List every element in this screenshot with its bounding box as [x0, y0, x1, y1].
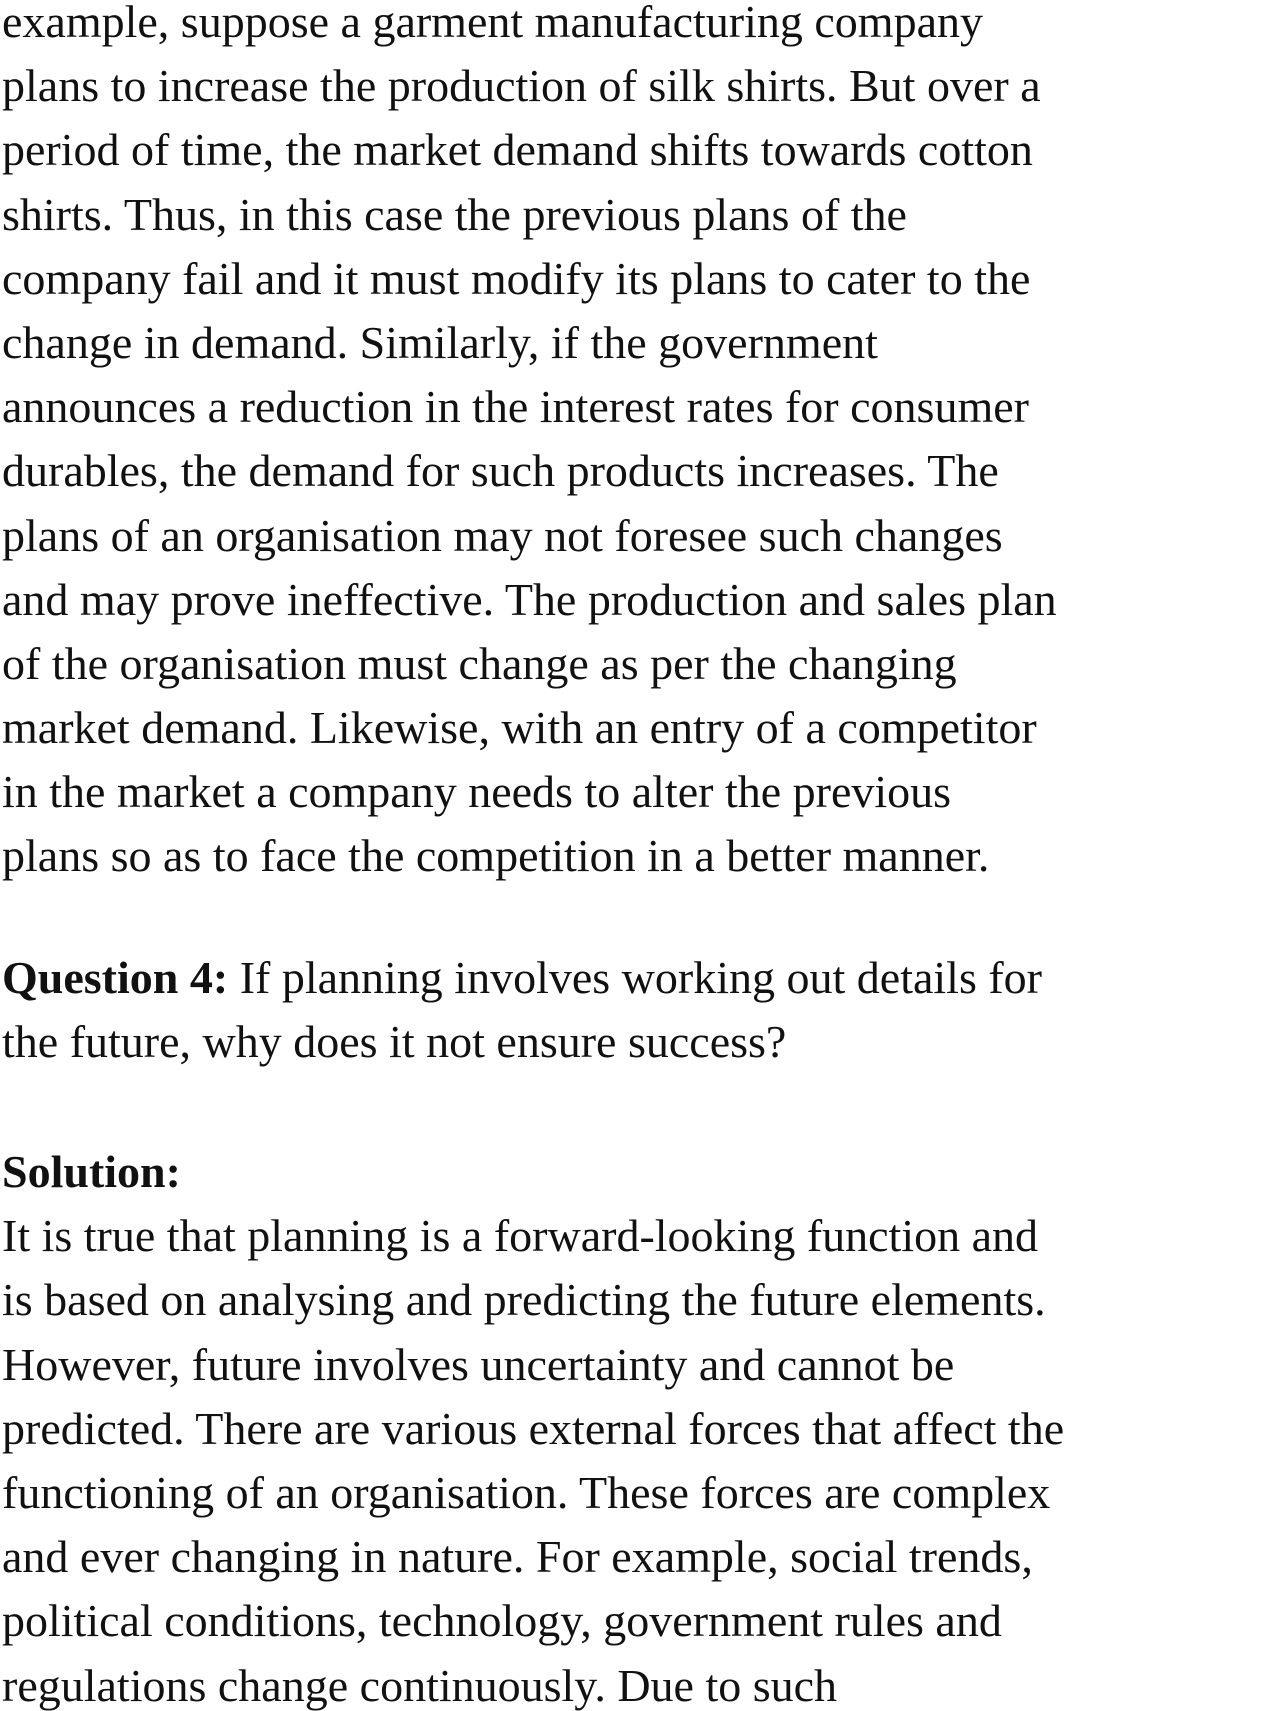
- text-line: plans to increase the production of silk shirts. But over a: [2, 60, 1041, 112]
- text-line: regulations change continuously. Due to such: [2, 1659, 838, 1711]
- text-line: of the organisation must change as per the changing: [2, 637, 957, 689]
- solution-block: [2, 1140, 1064, 1711]
- document-page: [2, 0, 1280, 1711]
- solution-heading: Solution:: [2, 1146, 181, 1197]
- text-line: It is true that planning is a forward-looking function and: [2, 1210, 1039, 1262]
- text-line: period of time, the market demand shifts towards cotton: [2, 124, 1033, 176]
- text-line: example, suppose a garment manufacturing company: [2, 0, 984, 47]
- text-line: change in demand. Similarly, if the government: [2, 316, 878, 368]
- text-line: company fail and it must modify its plans to cater to the: [2, 252, 1031, 304]
- question-text: If planning involves working out details for: [228, 952, 1042, 1003]
- text-line: predicted. There are various external forces that affect the: [2, 1402, 1065, 1454]
- text-line: plans so as to face the competition in a better manner.: [2, 830, 990, 882]
- text-line: and may prove ineffective. The production and sales plan: [2, 573, 1057, 625]
- question-line: the future, why does it not ensure success?: [2, 1016, 787, 1068]
- text-line: However, future involves uncertainty and cannot be: [2, 1338, 955, 1390]
- text-line: plans of an organisation may not foresee such changes: [2, 509, 1003, 561]
- question-label: Question 4:: [2, 952, 229, 1003]
- question-block: [2, 946, 1042, 1074]
- text-line: and ever changing in nature. For example, social trends,: [2, 1531, 1033, 1583]
- text-line: functioning of an organisation. These forces are complex: [2, 1466, 1051, 1518]
- text-line: political conditions, technology, government rules and: [2, 1595, 1002, 1647]
- text-line: shirts. Thus, in this case the previous plans of the: [2, 188, 907, 240]
- text-line: market demand. Likewise, with an entry of a competitor: [2, 702, 1037, 754]
- text-line: is based on analysing and predicting the future elements.: [2, 1274, 1046, 1326]
- question-line: [2, 946, 1042, 1010]
- text-line: announces a reduction in the interest rates for consumer: [2, 381, 1029, 433]
- text-line: durables, the demand for such products increases. The: [2, 445, 999, 497]
- intro-paragraph: [2, 0, 1057, 889]
- text-line: in the market a company needs to alter the previous: [2, 766, 952, 818]
